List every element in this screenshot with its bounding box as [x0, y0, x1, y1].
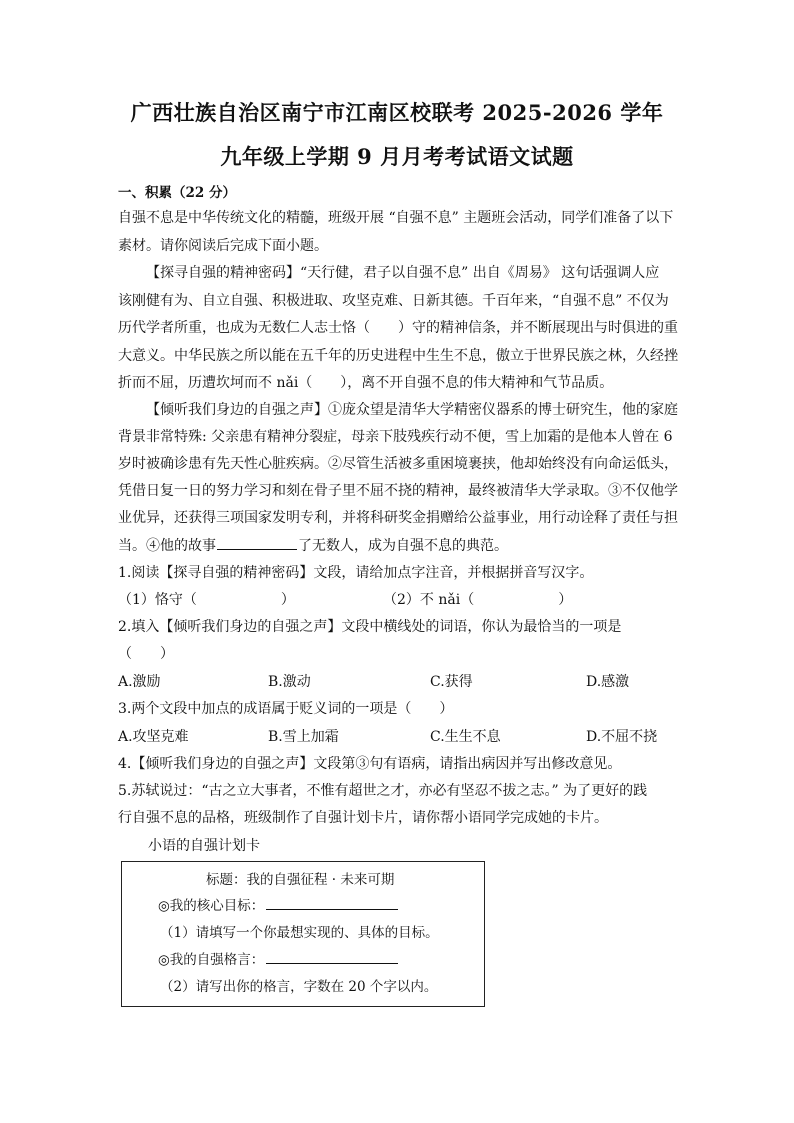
question-2: 2.填入【倾听我们身边的自强之声】文段中横线处的词语，你认为最恰当的一项是: [118, 619, 622, 635]
fill-blank-line[interactable]: [217, 537, 297, 550]
card-goal-hint: （1）请填写一个你最想实现的、具体的目标。: [160, 925, 439, 941]
card-motto-row: [158, 948, 398, 968]
question-3-option-d[interactable]: D.不屈不挠: [586, 729, 658, 745]
card-motto-label: ◎我的自强格言：: [158, 952, 265, 968]
passage2-line-2: 背景非常特殊: 父亲患有精神分裂症，母亲下肢残疾行动不便，雪上加霜的是他本人曾在 6: [118, 429, 673, 445]
plan-card: [121, 861, 485, 1007]
exam-title-line2: 九年级上学期 9 月月考考试语文试题: [220, 144, 574, 169]
passage2-line-6-start: 当。④他的故事: [118, 538, 216, 554]
card-motto-hint: （2）请写出你的格言，字数在 20 个字以内。: [160, 979, 438, 995]
passage2-line-5: 业优异，还获得三项国家发明专利，并将科研奖金捐赠给公益事业，用行动诠释了责任与担: [118, 510, 678, 526]
question-2-option-a[interactable]: A.激励: [118, 674, 161, 690]
question-2-option-b[interactable]: B.激动: [268, 674, 311, 690]
question-5-line-2: 行自强不息的品格，班级制作了自强计划卡片，请你帮小语同学完成她的卡片。: [118, 810, 608, 826]
card-caption: 小语的自强计划卡: [148, 838, 260, 854]
question-3-option-a[interactable]: A.攻坚克难: [118, 729, 189, 745]
card-goal-blank[interactable]: [266, 897, 398, 910]
passage2-line-4: 凭借日复一日的努力学习和刻在骨子里不屈不挠的精神，最终被清华大学录取。③不仅他学: [118, 483, 678, 499]
passage1-line-5: 折而不屈，历遭坎坷而不 nǎi（ ），离不开自强不息的伟大精神和气节品质。: [118, 375, 614, 391]
passage1-line-1: 【探寻自强的精神密码】“天行健，君子以自强不息” 出自《周易》 这句话强调人应: [146, 265, 660, 281]
passage2-line-1: 【倾听我们身边的自强之声】①庞众望是清华大学精密仪器系的博士研究生，他的家庭: [146, 402, 678, 418]
passage2-line-6-end: 了无数人，成为自强不息的典范。: [298, 538, 508, 554]
question-3-option-b[interactable]: B.雪上加霜: [268, 729, 339, 745]
card-goal-label: ◎我的核心目标：: [158, 898, 265, 914]
passage1-line-2: 该刚健有为、自立自强、积极进取、攻坚克难、日新其德。千百年来，“自强不息” 不仅为: [118, 293, 669, 309]
question-3-option-c[interactable]: C.生生不息: [430, 729, 501, 745]
passage1-line-4: 大意义。中华民族之所以能在五千年的历史进程中生生不息，傲立于世界民族之林，久经挫: [118, 348, 678, 364]
question-1: 1.阅读【探寻自强的精神密码】文段，请给加点字注音，并根据拼音写汉字。: [118, 565, 594, 581]
question-2-option-d[interactable]: D.感激: [586, 674, 630, 690]
card-title: 标题：我的自强征程 · 未来可期: [206, 872, 395, 888]
card-goal-row: [158, 894, 398, 914]
intro-line-2: 素材。请你阅读后完成下面小题。: [118, 238, 328, 254]
question-1-sub-2: （2）不 nǎi（ ）: [383, 592, 573, 608]
passage2-line-3: 岁时被确诊患有先天性心脏疾病。②尽管生活被多重困境裹挟，他却始终没有向命运低头，: [118, 456, 678, 472]
question-4: 4.【倾听我们身边的自强之声】文段第③句有语病，请指出病因并写出修改意见。: [118, 756, 622, 772]
passage2-line-6: [118, 535, 508, 555]
question-1-sub-1: （1）恪守（ ）: [118, 592, 295, 608]
question-3: 3.两个文段中加点的成语属于贬义词的一项是（ ）: [118, 701, 454, 717]
question-2-answer-paren: （ ）: [118, 646, 174, 662]
exam-title-line1: 广西壮族自治区南宁市江南区校联考 2025-2026 学年: [130, 100, 664, 125]
card-motto-blank[interactable]: [266, 951, 398, 964]
question-5-line-1: 5.苏轼说过：“古之立大事者，不惟有超世之才，亦必有坚忍不拔之志。” 为了更好的践: [118, 783, 648, 799]
intro-line-1: 自强不息是中华传统文化的精髓，班级开展 “自强不息” 主题班会活动，同学们准备了以下: [118, 210, 674, 226]
question-2-option-c[interactable]: C.获得: [430, 674, 473, 690]
passage1-line-3: 历代学者所重，也成为无数仁人志士恪（ ）守的精神信条，并不断展现出与时俱进的重: [118, 320, 678, 336]
section-heading: 一、积累（22 分）: [118, 185, 236, 201]
